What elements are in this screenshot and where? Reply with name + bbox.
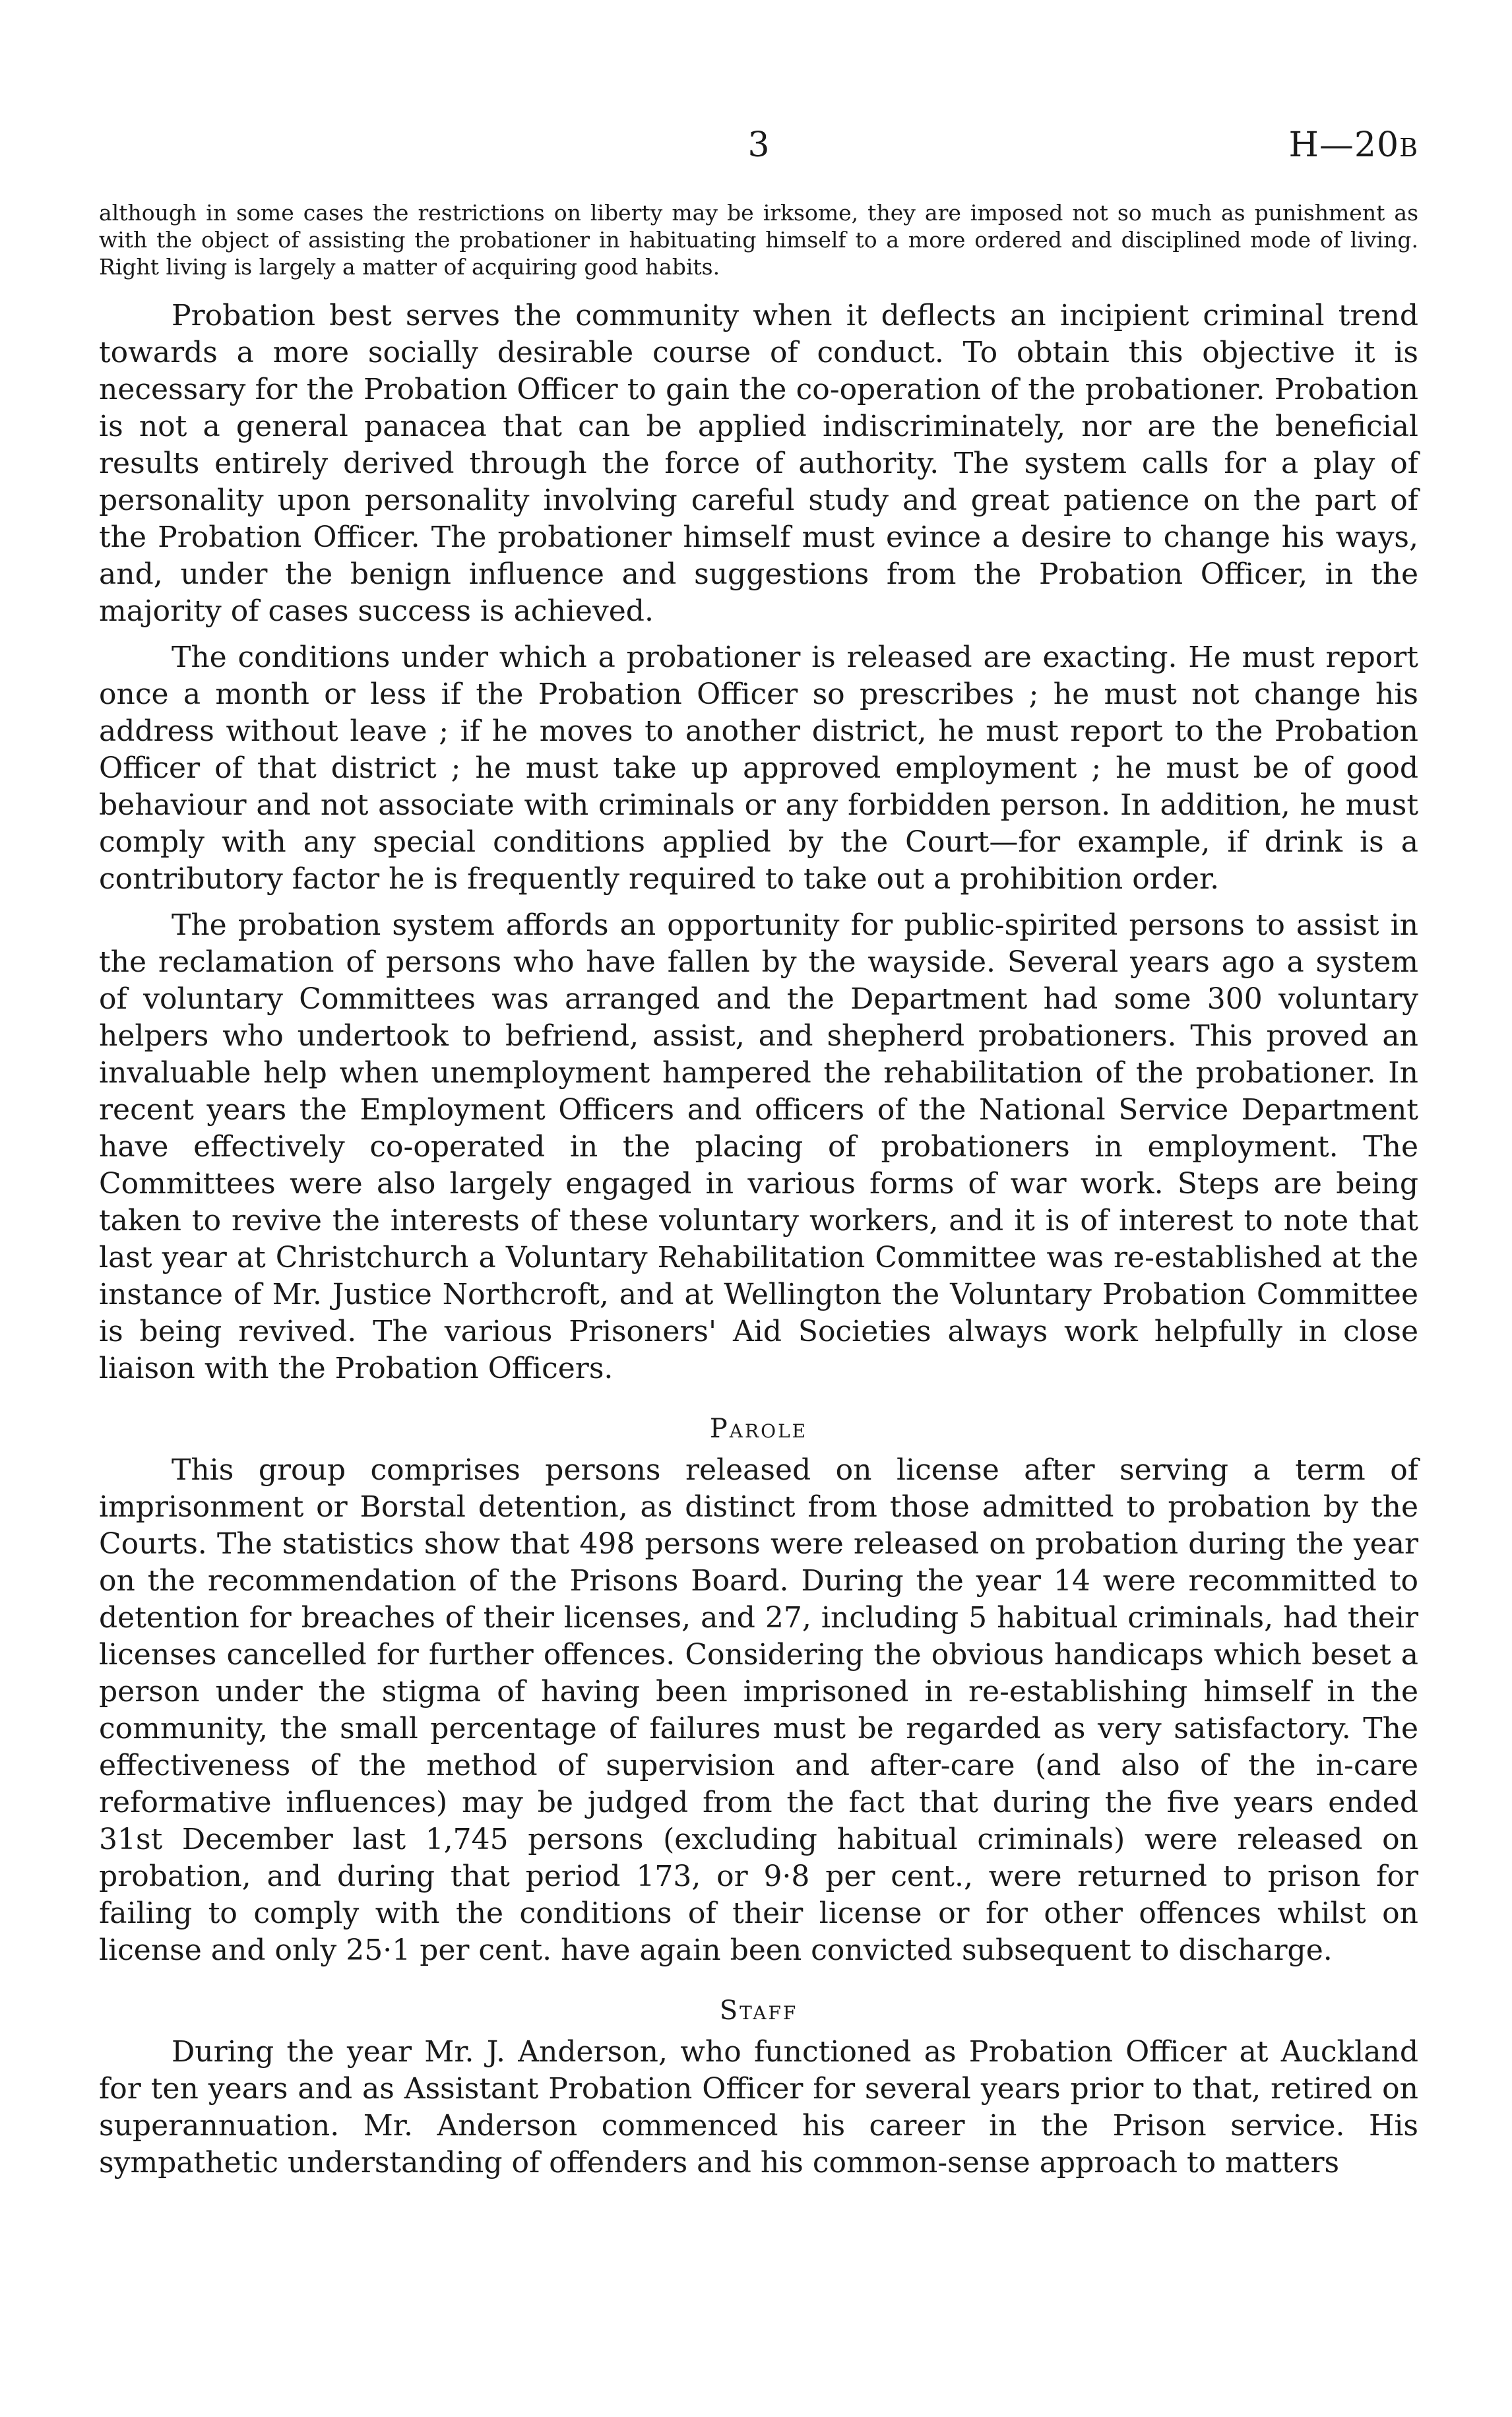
- probation-paragraph: The conditions under which a probationer is released are exacting. He must report once a month or less if the Probation Officer so prescribes ; he must not change his address without leave ; if he moves to another district, he must report to the Probation Officer of that district ; he must take up approved employment ; he must be of good behaviour and not associate with criminals or any forbidden person. In addition, he must comply with any special conditions applied by the Court—for example, if drink is a contributory factor he is frequently required to take out a prohibition order.: [99, 641, 1418, 896]
- parole-paragraph: This group comprises persons released on license after serving a term of imprisonment or Borstal detention, as distinct from those admitted to probation by the Courts. The statistics show that 498 persons were released on probation during the year on the recommendation of the Prisons Board. During the year 14 were recommitted to detention for breaches of their licenses, and 27, including 5 habitual criminals, had their licenses cancelled for further offences. Considering the obvious handicaps which beset a person under the stigma of having been imprisoned in re-establishing himself in the community, the small percentage of failures must be regarded as very satisfactory. The effectiveness of the method of supervision and after-care (and also of the in-care reformative influences) may be judged from the fact that during the five years ended 31st December last 1,745 persons (excluding habitual criminals) were released on probation, and during that period 173, or 9·8 per cent., were returned to prison for failing to comply with the conditions of their license or for other offences whilst on license and only 25·1 per cent. have again been convicted subsequent to discharge.: [99, 1453, 1418, 1967]
- probation-paragraph: Probation best serves the community when it deflects an incipient criminal trend towards a more socially desirable course of conduct. To obtain this objective it is necessary for the Probation Officer to gain the co-operation of the probationer. Probation is not a general panacea that can be applied indiscriminately, nor are the beneficial results entirely derived through the force of authority. The system calls for a play of personality upon personality involving careful study and great patience on the part of the Probation Officer. The probationer himself must evince a desire to change his ways, and, under the benign influence and suggestions from the Probation Officer, in the majority of cases success is achieved.: [99, 299, 1418, 628]
- staff-paragraph: During the year Mr. J. Anderson, who functioned as Probation Officer at Auckland for ten years and as Assistant Probation Officer for several years prior to that, retired on superannuation. Mr. Anderson commenced his career in the Prison service. His sympathetic understanding of offenders and his common-sense approach to matters: [99, 2035, 1418, 2180]
- intro-paragraph: although in some cases the restrictions on liberty may be irksome, they are imposed not so much as punishment as with the object of assisting the probationer in habituating himself to a more ordered and disciplined mode of living. Right living is largely a matter of acquiring good habits.: [99, 200, 1418, 280]
- document-reference-code: H—20: [1288, 125, 1400, 165]
- page-number: 3: [747, 125, 770, 165]
- page-header: [99, 125, 1418, 191]
- document-page: [99, 125, 1418, 2182]
- probation-paragraph: The probation system affords an opportunity for public-spirited persons to assist in the reclamation of persons who have fallen by the wayside. Several years ago a system of voluntary Committees was arranged and the Department had some 300 voluntary helpers who undertook to befriend, assist, and shepherd probationers. This proved an invaluable help when unemployment hampered the rehabilitation of the probationer. In recent years the Employment Officers and officers of the National Service Department have effectively co-operated in the placing of probationers in employment. The Committees were also largely engaged in various forms of war work. Steps are being taken to revive the interests of these voluntary workers, and it is of interest to note that last year at Christchurch a Voluntary Rehabilitation Committee was re-established at the instance of Mr. Justice Northcroft, and at Wellington the Voluntary Probation Committee is being revived. The various Prisoners' Aid Societies always work helpfully in close liaison with the Probation Officers.: [99, 908, 1418, 1385]
- document-reference-suffix: B: [1399, 133, 1418, 162]
- document-reference: [1289, 125, 1418, 165]
- staff-heading: Staff: [719, 1995, 798, 2026]
- parole-heading: Parole: [709, 1414, 808, 1444]
